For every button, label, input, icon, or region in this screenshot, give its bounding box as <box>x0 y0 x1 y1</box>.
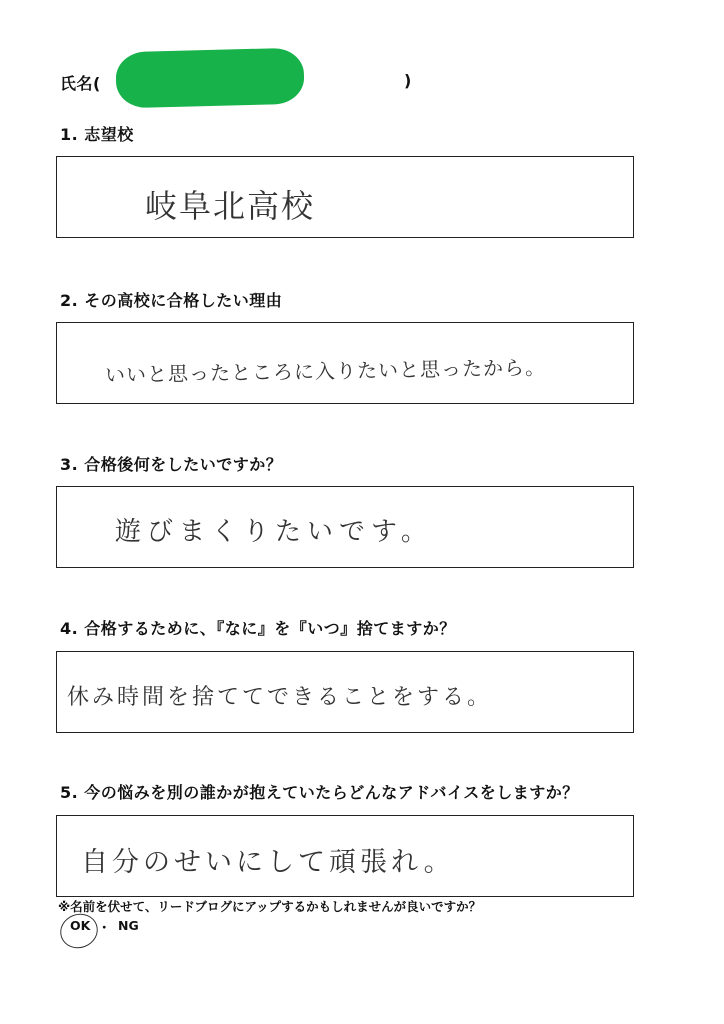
answer-box-2 <box>56 322 634 404</box>
publish-consent-note: ※名前を伏せて、リードブログにアップするかもしれませんが良いですか？ <box>58 899 482 914</box>
answer-box-4 <box>56 651 634 733</box>
question-1-label: 1. 志望校 <box>60 125 134 144</box>
answer-1-text: 岐阜北高校 <box>145 187 316 225</box>
question-5-label: 5. 今の悩みを別の誰かが抱えていたらどんなアドバイスをしますか？ <box>60 783 579 802</box>
question-3-label: 3. 合格後何をしたいですか？ <box>60 455 283 474</box>
question-4-label: 4. 合格するために、『なに』を『いつ』捨てますか？ <box>60 619 456 638</box>
name-close-paren: ) <box>404 71 412 90</box>
answer-2-text: いいと思ったところに入りたいと思ったから。 <box>104 355 547 387</box>
question-2-label: 2. その高校に合格したい理由 <box>60 291 283 310</box>
answer-box-3 <box>56 486 634 568</box>
answer-box-1 <box>56 156 634 238</box>
name-redaction <box>115 48 304 109</box>
answer-4-text: 休み時間を捨ててできることをする。 <box>67 685 493 710</box>
name-label: 氏名( <box>60 74 101 93</box>
option-ok: OK <box>70 918 91 933</box>
answer-box-5 <box>56 815 634 897</box>
answer-5-text: 自分のせいにして頑張れ。 <box>81 847 455 878</box>
option-ng: NG <box>118 918 139 933</box>
option-separator: ・ <box>98 920 111 935</box>
answer-3-text: 遊びまくりたいです。 <box>115 517 433 547</box>
